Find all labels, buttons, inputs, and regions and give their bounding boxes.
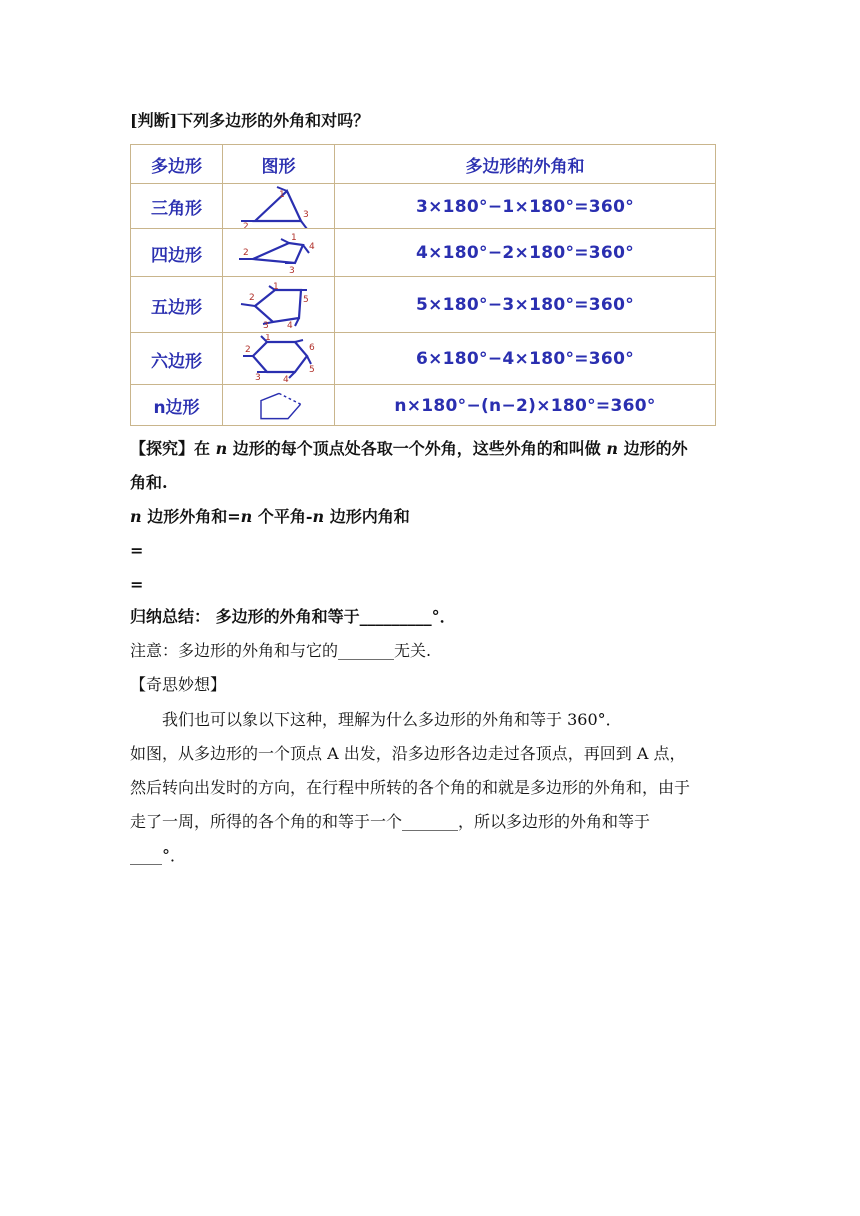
header-figure: 图形 [261,156,296,177]
pent-label-1: 1 [272,282,279,292]
hex-label-5: 5 [308,365,315,375]
triangle-exterior-angles-icon [229,185,329,229]
row-name: 五边形 [151,297,202,318]
formula-text-1: 边形外角和= [141,507,241,526]
pent-label-3: 3 [262,321,269,330]
row-name: 六边形 [151,351,202,372]
row-name: n边形 [153,398,200,418]
idea-tag: 【奇思妙想】 [130,675,227,694]
idea-paragraph-1: 我们也可以象以下这种，理解为什么多边形的外角和等于 360°． [162,710,622,729]
table-row [131,228,715,277]
quad-label-4: 4 [308,242,315,252]
table-row [131,384,715,426]
hex-label-1: 1 [264,334,271,343]
table-row [131,183,715,229]
n-variable: n [215,439,228,458]
table-header-row [131,145,715,183]
explore-tag: 【探究】 [130,439,195,458]
idea-paragraph-4: 走了一周，所得的各个角的和等于一个_______，所以多边形的外角和等于 [130,812,651,831]
judge-heading: [判断]下列多边形的外角和对吗？ [130,111,370,130]
equals-line-1: = [130,541,144,560]
quadrilateral-exterior-angles-icon [229,231,329,275]
explore-text-a: 在 [194,439,216,458]
hex-label-6: 6 [308,343,315,353]
quad-label-2: 2 [242,248,249,258]
row-formula: 4×180°−2×180°=360° [416,243,634,263]
row-name: 四边形 [151,245,202,266]
exterior-angle-table [130,144,716,426]
explore-text-b: 边形的每个顶点处各取一个外角，这些外角的和叫做 [227,439,607,458]
summary-line: 归纳总结： 多边形的外角和等于_________°． [130,607,456,626]
n-variable: n [130,507,142,526]
quad-label-3: 3 [288,266,295,275]
pent-label-4: 4 [286,321,293,330]
equals-line-2: = [130,575,144,594]
row-formula: 3×180°−1×180°=360° [416,196,634,217]
header-exterior-sum: 多边形的外角和 [465,156,585,177]
exterior-sum-formula [130,506,410,528]
explore-line-1 [130,438,688,460]
row-formula: 6×180°−4×180°=360° [416,349,634,369]
header-polygon: 多边形 [151,156,202,177]
hex-label-2: 2 [244,345,251,355]
row-name: 三角形 [151,199,202,219]
explore-line-2: 角和. [130,473,168,492]
hexagon-exterior-angles-icon [229,334,329,384]
n-variable: n [606,439,619,458]
idea-paragraph-5: ____°． [130,846,187,865]
tri-label-1: 1 [278,189,285,200]
quad-label-1: 1 [290,233,297,243]
idea-paragraph-3: 然后转向出发时的方向，在行程中所转的各个角的和就是多边形的外角和，由于 [130,778,691,797]
explore-text-c: 边形的外 [618,439,688,458]
row-formula: n×180°−(n−2)×180°=360° [394,395,656,416]
n-variable: n [312,507,325,526]
row-formula: 5×180°−3×180°=360° [416,295,634,315]
hex-label-4: 4 [282,375,289,384]
n-gon-partial-icon [229,388,329,424]
tri-label-3: 3 [302,209,309,220]
pent-label-5: 5 [302,295,309,305]
table-row [131,332,715,385]
idea-paragraph-2: 如图，从多边形的一个顶点 A 出发，沿多边形各边走过各顶点，再回到 A 点， [130,744,686,763]
note-line: 注意：多边形的外角和与它的_______无关. [130,641,432,660]
pentagon-exterior-angles-icon [229,280,329,330]
tri-label-2: 2 [242,221,249,229]
pent-label-2: 2 [248,293,255,303]
formula-text-2: 个平角- [252,507,313,526]
hex-label-3: 3 [254,373,261,383]
n-variable: n [240,507,253,526]
formula-text-3: 边形内角和 [324,507,410,526]
table-row [131,276,715,333]
